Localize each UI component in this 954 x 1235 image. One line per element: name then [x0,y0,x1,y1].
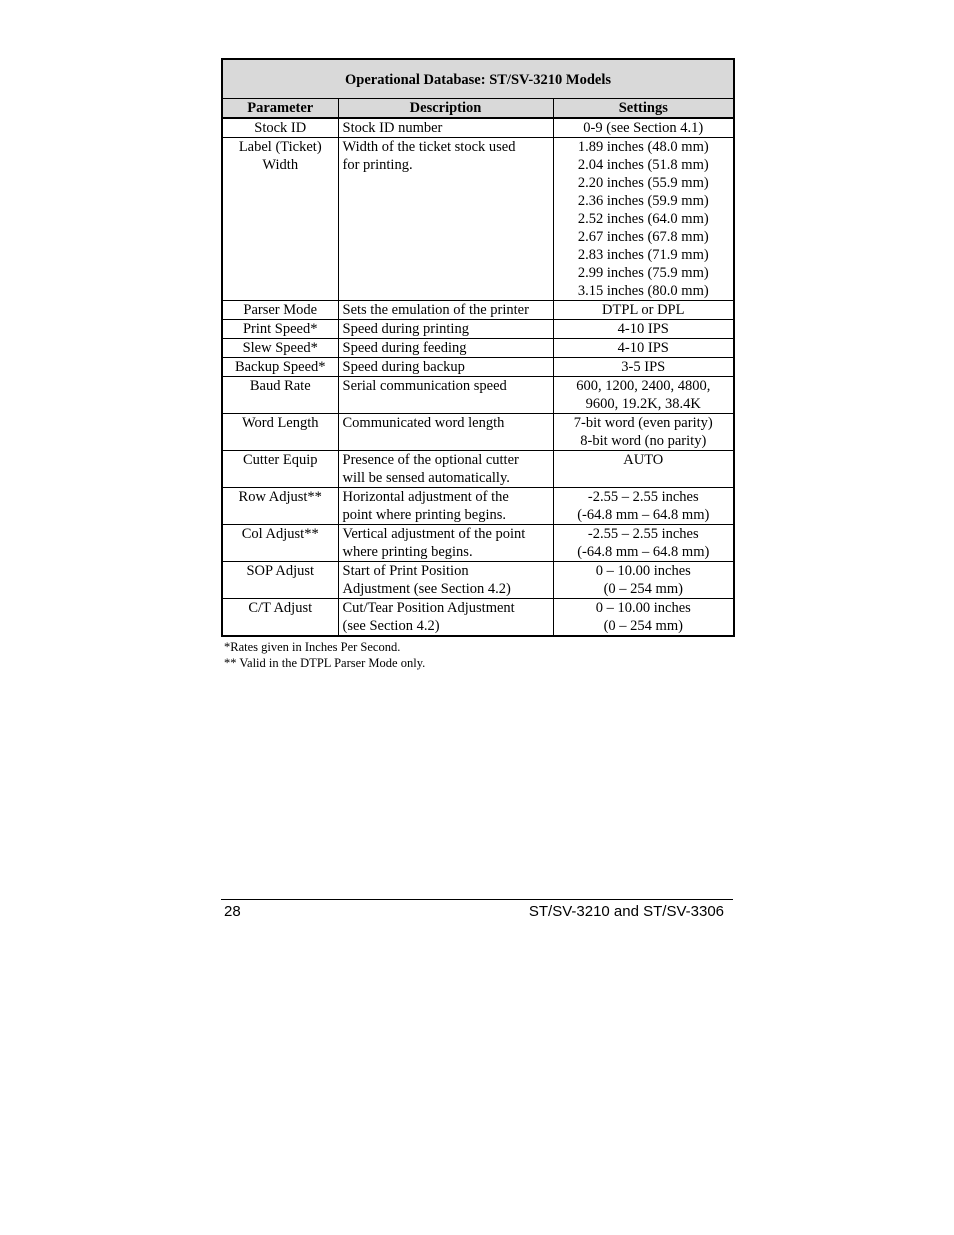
settings-cell-line: 2.67 inches (67.8 mm) [577,229,709,245]
table-row [222,301,734,320]
parameter-cell-line: Slew Speed* [242,340,318,356]
parameter-cell [222,339,338,358]
settings-cell-line: 0 – 10.00 inches [595,563,691,579]
parameter-cell [222,525,338,562]
settings-cell [553,339,734,358]
parameter-cell-line: Parser Mode [243,302,318,318]
table-row [222,599,734,637]
table-row [222,339,734,358]
description-cell-line: Stock ID number [342,120,443,136]
settings-cell-line: (0 – 254 mm) [603,581,683,597]
description-cell-line: will be sensed automatically. [342,470,510,486]
table-row [222,358,734,377]
parameter-cell-line: Col Adjust** [241,526,319,542]
settings-cell-line: 2.04 inches (51.8 mm) [577,157,709,173]
parameter-cell [222,414,338,451]
table-row [222,138,734,301]
table-row [222,118,734,138]
settings-cell-line: 4-10 IPS [617,340,669,356]
settings-cell [553,451,734,488]
table-row [222,488,734,525]
settings-cell-line: -2.55 – 2.55 inches [587,526,699,542]
parameter-cell [222,358,338,377]
settings-cell-line: 1.89 inches (48.0 mm) [577,139,709,155]
page-footer [221,899,733,920]
column-header-parameter: Parameter [222,99,338,119]
settings-cell-line: (-64.8 mm – 64.8 mm) [577,507,710,523]
description-cell [338,358,553,377]
description-cell-line: Serial communication speed [342,378,507,394]
description-cell [338,414,553,451]
description-cell-line: Width of the ticket stock used [342,139,516,155]
description-cell [338,451,553,488]
parameter-cell-line: Width [262,157,299,173]
parameter-cell-line: Word Length [241,415,319,431]
description-cell-line: Start of Print Position [342,563,469,579]
settings-cell-line: 600, 1200, 2400, 4800, [576,378,711,394]
footnotes [221,639,733,671]
parameter-cell-line: Stock ID [254,120,307,136]
settings-cell-line: 0-9 (see Section 4.1) [583,120,704,136]
settings-cell-line: (-64.8 mm – 64.8 mm) [577,544,710,560]
description-cell [338,488,553,525]
settings-cell-line: 2.83 inches (71.9 mm) [577,247,709,263]
page-content [221,58,733,671]
description-cell-line: Vertical adjustment of the point [342,526,526,542]
settings-cell-line: 3-5 IPS [621,359,666,375]
parameter-cell-line: Row Adjust** [238,489,322,505]
description-cell-line: where printing begins. [342,544,473,560]
description-cell [338,377,553,414]
footnote-rates: *Rates given in Inches Per Second. [224,640,401,654]
parameter-cell-line: C/T Adjust [248,600,313,616]
description-cell-line: Speed during backup [342,359,465,375]
parameter-cell-line: Print Speed* [242,321,318,337]
settings-cell [553,118,734,138]
page-number: 28 [224,903,241,920]
table-row [222,525,734,562]
description-cell [338,301,553,320]
settings-cell [553,358,734,377]
parameter-cell [222,320,338,339]
parameter-cell [222,118,338,138]
parameter-cell-line: Backup Speed* [234,359,326,375]
settings-cell [553,525,734,562]
settings-cell-line: (0 – 254 mm) [603,618,683,634]
description-cell [338,599,553,637]
settings-cell [553,301,734,320]
parameter-cell [222,451,338,488]
parameter-cell [222,377,338,414]
description-cell [338,138,553,301]
table-body [222,118,734,636]
description-cell [338,320,553,339]
description-cell [338,339,553,358]
description-cell-line: point where printing begins. [342,507,507,523]
description-cell-line: Horizontal adjustment of the [342,489,509,505]
description-cell-line: (see Section 4.2) [342,618,440,634]
operational-database-table [221,58,735,637]
description-cell [338,562,553,599]
table-row [222,562,734,599]
description-cell-line: Cut/Tear Position Adjustment [342,600,515,616]
parameter-cell-line: Baud Rate [249,378,311,394]
parameter-cell-line: Cutter Equip [242,452,318,468]
description-cell-line: Speed during printing [342,321,469,337]
settings-cell [553,414,734,451]
description-cell-line: Speed during feeding [342,340,467,356]
settings-cell-line: -2.55 – 2.55 inches [587,489,699,505]
column-header-description: Description [338,99,553,119]
settings-cell [553,599,734,637]
description-cell [338,118,553,138]
settings-cell [553,138,734,301]
description-cell-line: Communicated word length [342,415,505,431]
settings-cell [553,377,734,414]
settings-cell-line: AUTO [623,452,664,468]
parameter-cell-line: SOP Adjust [246,563,315,579]
description-cell-line: Sets the emulation of the printer [342,302,529,318]
settings-cell-line: 2.36 inches (59.9 mm) [577,193,709,209]
settings-cell-line: 8-bit word (no parity) [580,433,707,449]
description-cell-line: for printing. [342,157,413,173]
column-header-settings: Settings [553,99,734,119]
footer-document-title: ST/SV-3210 and ST/SV-3306 [528,903,724,920]
description-cell [338,525,553,562]
parameter-cell [222,138,338,301]
table-row [222,414,734,451]
settings-cell-line: 2.52 inches (64.0 mm) [577,211,709,227]
description-cell-line: Adjustment (see Section 4.2) [342,581,511,597]
settings-cell-line: 0 – 10.00 inches [595,600,691,616]
parameter-cell [222,599,338,637]
parameter-cell [222,301,338,320]
parameter-cell-line: Label (Ticket) [238,139,322,155]
settings-cell-line: DTPL or DPL [602,302,685,318]
table-row [222,320,734,339]
settings-cell-line: 7-bit word (even parity) [573,415,713,431]
settings-cell-line: 2.20 inches (55.9 mm) [577,175,709,191]
settings-cell [553,488,734,525]
parameter-cell [222,488,338,525]
settings-cell-line: 9600, 19.2K, 38.4K [585,396,701,412]
table-row [222,451,734,488]
table-row [222,377,734,414]
description-cell-line: Presence of the optional cutter [342,452,519,468]
settings-cell-line: 2.99 inches (75.9 mm) [577,265,709,281]
settings-cell-line: 3.15 inches (80.0 mm) [577,283,709,299]
table-title: Operational Database: ST/SV-3210 Models [222,59,734,99]
footnote-dtpl: ** Valid in the DTPL Parser Mode only. [224,656,426,670]
settings-cell-line: 4-10 IPS [617,321,669,337]
settings-cell [553,562,734,599]
settings-cell [553,320,734,339]
parameter-cell [222,562,338,599]
